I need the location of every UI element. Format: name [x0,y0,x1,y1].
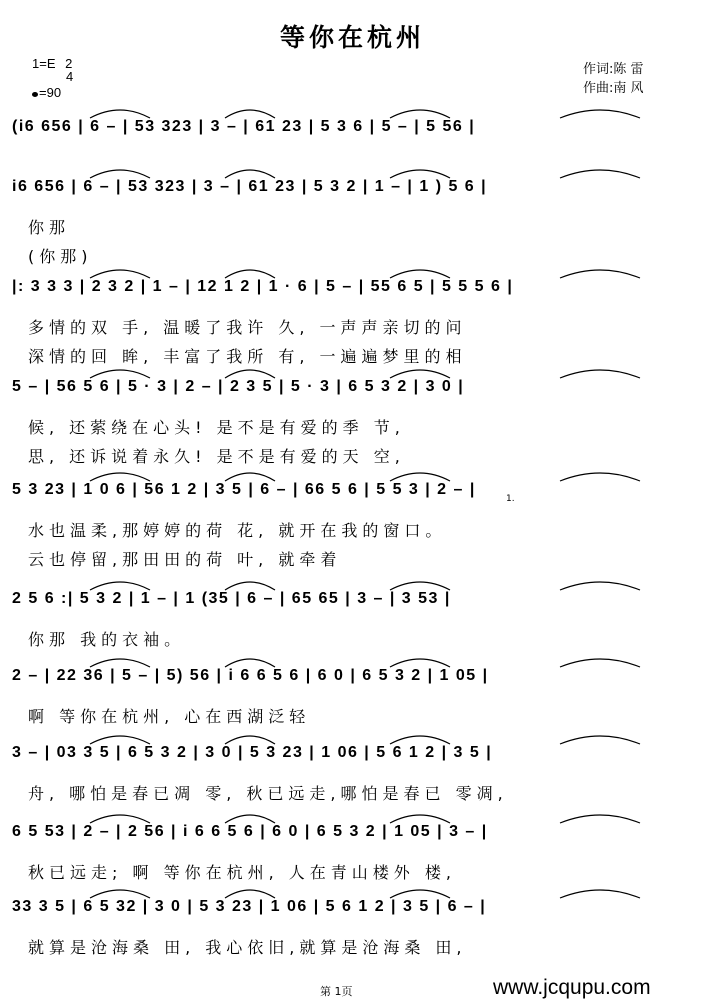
lyricist: 作词:陈 雷 [583,62,644,77]
slur [390,110,450,118]
notes-line: |: 3 3 3 | 2 3 2 | 1 – | 12 1 2 | 1 · 6 | 5 – | 55 6 5 | 5 5 5 6 | [12,278,514,295]
notes-line: 3 – | 03 3 5 | 6 5 3 2 | 3 0 | 5 3 23 | 1 06 | 5 6 1 2 | 3 5 | [12,744,493,761]
slur [90,890,150,898]
lyric-line: 秋已远走; 啊 等你在杭州, 人在青山楼外 楼, [28,863,456,882]
slur [390,815,450,823]
slur [90,170,150,178]
lyric-line: 你那 [28,218,71,237]
notes-line: 5 3 23 | 1 0 6 | 56 1 2 | 3 5 | 6 – | 66 5 6 | 5 5 3 | 2 – | [12,481,476,498]
lyric-line: 思, 还诉说着永久! 是不是有爱的天 空, [28,447,405,466]
slur [560,582,640,590]
lyric-line: 你那 我的衣袖。 [28,630,186,649]
slur [225,582,275,590]
slur [90,659,150,667]
slur [90,270,150,278]
time-bottom: 4 [66,69,74,84]
lyric-line: 深情的回 眸, 丰富了我所 有, 一遍遍梦里的相 [28,347,467,366]
lyric-line: 云也停留,那田田的荷 叶, 就牵着 [28,550,342,569]
site-watermark: www.jcqupu.com [493,976,651,999]
notes-line: 6 5 53 | 2 – | 2 56 | i 6 6 5 6 | 6 0 | 6 5 3 2 | 1 05 | 3 – | [12,823,488,840]
lyric-line: 候, 还萦绕在心头! 是不是有爱的季 节, [28,418,405,437]
slur [390,890,450,898]
key-text: 1=E [32,56,56,71]
slur [90,582,150,590]
slur [90,110,150,118]
slur [560,736,640,744]
tempo-text: =90 [39,85,62,100]
slur [225,370,275,378]
slur [390,270,450,278]
slur [225,659,275,667]
lyric-line: 水也温柔,那婷婷的荷 花, 就开在我的窗口。 [28,521,447,540]
slur [390,370,450,378]
time-top: 2 [65,56,73,71]
slur [90,473,150,481]
slur [225,473,275,481]
slur [390,659,450,667]
composer: 作曲:南 风 [583,81,644,96]
slur [225,815,275,823]
slur [560,110,640,118]
slur [90,370,150,378]
slur [560,473,640,481]
slur [560,890,640,898]
lyric-line: (你那) [28,247,93,266]
notes-line: 2 5 6 :| 5 3 2 | 1 – | 1 (35 | 6 – | 65 65 | 3 – | 3 53 | [12,590,451,607]
lyric-line: 啊 等你在杭州, 心在西湖泛轻 [28,707,311,726]
notes-line: 5 – | 56 5 6 | 5 · 3 | 2 – | 2 3 5 | 5 · 3 | 6 5 3 2 | 3 0 | [12,378,465,395]
song-title: 等你在杭州 [279,23,425,52]
slur [560,170,640,178]
slur [390,582,450,590]
lyric-line: 舟, 哪怕是春已凋 零, 秋已远走,哪怕是春已 零凋, [28,784,508,803]
volta-mark: 1. [506,494,515,504]
slur [90,736,150,744]
page-number: 第 1页 [320,985,353,998]
slur [560,270,640,278]
slur [225,270,275,278]
notes-line: 2 – | 22 36 | 5 – | 5) 56 | i 6 6 5 6 | 6 0 | 6 5 3 2 | 1 05 | [12,667,489,684]
slur [390,473,450,481]
notes-line: (i6 656 | 6 – | 53 323 | 3 – | 61 23 | 5 3 6 | 5 – | 5 56 | [12,118,476,135]
notes-line: i6 656 | 6 – | 53 323 | 3 – | 61 23 | 5 3 2 | 1 – | 1 ) 5 6 | [12,178,488,195]
key-signature [32,56,73,101]
slur [225,736,275,744]
lyric-line: 就算是沧海桑 田, 我心依旧,就算是沧海桑 田, [28,938,467,957]
credits [583,60,644,98]
notes-line: 33 3 5 | 6 5 32 | 3 0 | 5 3 23 | 1 06 | 5 6 1 2 | 3 5 | 6 – | [12,898,487,915]
slur [560,815,640,823]
slur [560,370,640,378]
slur [225,110,275,118]
slur [390,736,450,744]
slur [390,170,450,178]
slur [225,170,275,178]
slur [225,890,275,898]
lyric-line: 多情的双 手, 温暖了我许 久, 一声声亲切的问 [28,318,467,337]
quarter-note-icon [32,92,38,97]
slur [560,659,640,667]
slur [90,815,150,823]
